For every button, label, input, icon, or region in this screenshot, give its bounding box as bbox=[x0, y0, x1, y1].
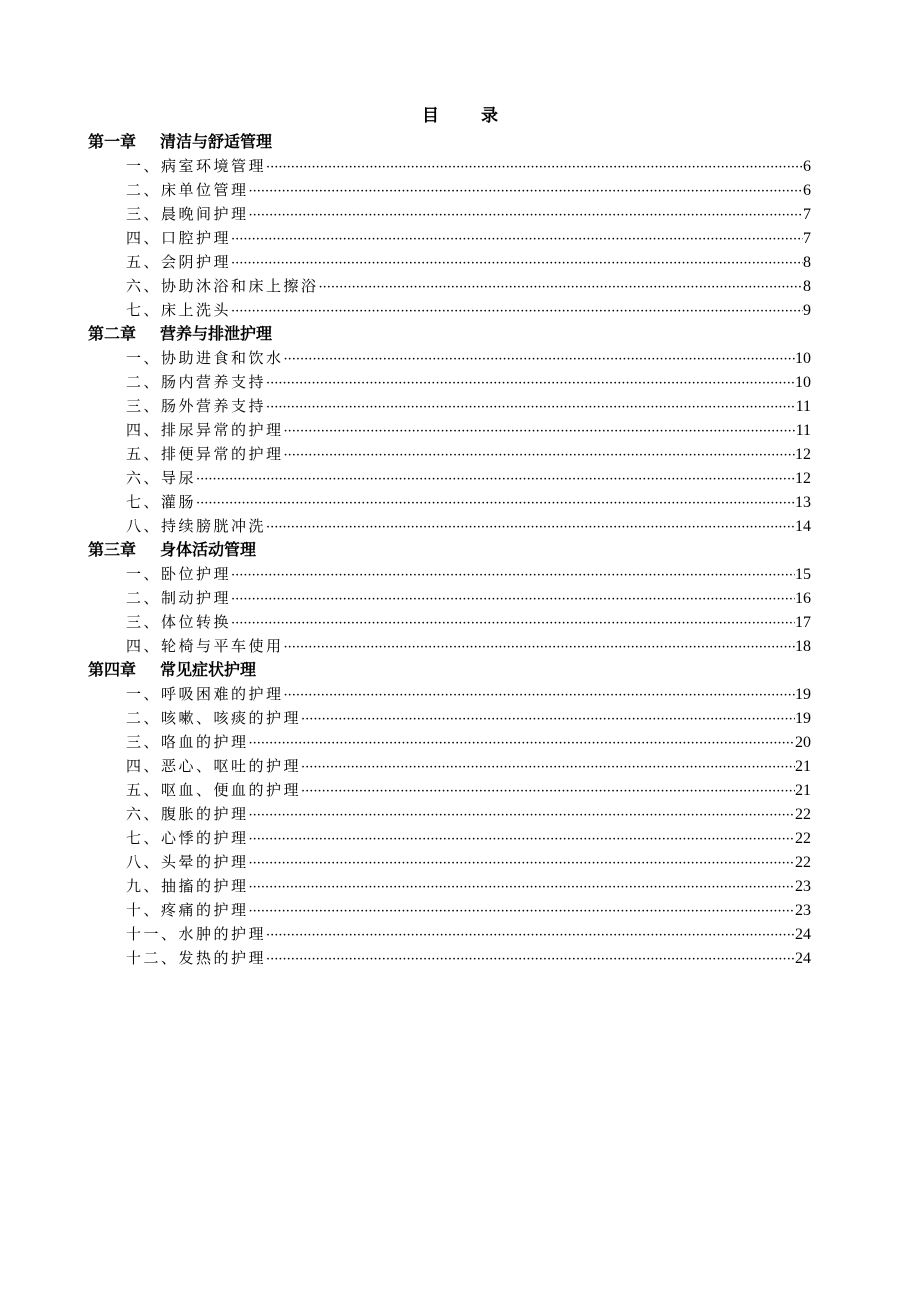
dot-leader bbox=[266, 396, 796, 420]
toc-entry-page-number: 21 bbox=[795, 782, 811, 799]
toc-entry-page-number: 18 bbox=[795, 638, 811, 655]
toc-entry-label: 四、口腔护理 bbox=[126, 229, 232, 247]
toc-entry[interactable] bbox=[88, 250, 811, 274]
toc-entry[interactable] bbox=[88, 562, 811, 586]
toc-entry[interactable] bbox=[88, 706, 811, 730]
chapter-heading[interactable] bbox=[88, 322, 811, 346]
toc-entry[interactable] bbox=[88, 274, 811, 298]
toc-entry-page-number: 7 bbox=[803, 230, 811, 247]
chapter-title: 营养与排泄护理 bbox=[160, 324, 273, 343]
toc-entry-page-number: 10 bbox=[795, 350, 811, 367]
toc-entry[interactable] bbox=[88, 778, 811, 802]
dot-leader bbox=[196, 468, 795, 492]
dot-leader bbox=[319, 276, 803, 300]
dot-leader bbox=[231, 588, 795, 612]
toc-entry-page-number: 13 bbox=[795, 494, 811, 511]
toc-entry-page-number: 19 bbox=[795, 710, 811, 727]
toc-entry-label: 四、排尿异常的护理 bbox=[126, 421, 284, 439]
dot-leader bbox=[249, 852, 795, 876]
chapter-number: 第一章 bbox=[88, 132, 137, 151]
chapter-title: 常见症状护理 bbox=[160, 660, 257, 679]
toc-entry-label: 二、肠内营养支持 bbox=[126, 373, 267, 391]
toc-entry-page-number: 24 bbox=[795, 950, 811, 967]
toc-entry-label: 一、呼吸困难的护理 bbox=[126, 685, 284, 703]
toc-entry[interactable] bbox=[88, 874, 811, 898]
dot-leader bbox=[249, 204, 803, 228]
toc-entry[interactable] bbox=[88, 634, 811, 658]
toc-entry[interactable] bbox=[88, 850, 811, 874]
toc-entry-label: 九、抽搐的护理 bbox=[126, 877, 249, 895]
dot-leader bbox=[301, 756, 795, 780]
toc-entry[interactable] bbox=[88, 802, 811, 826]
toc-entry-page-number: 11 bbox=[795, 398, 811, 415]
toc-entry[interactable] bbox=[88, 178, 811, 202]
dot-leader bbox=[284, 684, 795, 708]
dot-leader bbox=[231, 300, 803, 324]
toc-entry-page-number: 17 bbox=[795, 614, 811, 631]
toc-entry-page-number: 10 bbox=[795, 374, 811, 391]
toc-entry-label: 一、协助进食和饮水 bbox=[126, 349, 284, 367]
toc-entry-label: 三、肠外营养支持 bbox=[126, 397, 267, 415]
toc-entry-page-number: 22 bbox=[795, 854, 811, 871]
toc-entry-label: 十、疼痛的护理 bbox=[126, 901, 249, 919]
toc-entry-page-number: 23 bbox=[795, 902, 811, 919]
toc-entry[interactable] bbox=[88, 898, 811, 922]
toc-entry-label: 十一、水肿的护理 bbox=[126, 925, 267, 943]
dot-leader bbox=[284, 420, 796, 444]
toc-entry-label: 八、头晕的护理 bbox=[126, 853, 249, 871]
toc-entry[interactable] bbox=[88, 370, 811, 394]
toc-entry[interactable] bbox=[88, 418, 811, 442]
toc-entry[interactable] bbox=[88, 442, 811, 466]
toc-entry-page-number: 20 bbox=[795, 734, 811, 751]
toc-entry-page-number: 15 bbox=[795, 566, 811, 583]
chapter-heading[interactable] bbox=[88, 658, 811, 682]
chapter-number: 第三章 bbox=[88, 540, 137, 559]
toc-entry-page-number: 6 bbox=[803, 182, 811, 199]
dot-leader bbox=[249, 876, 795, 900]
chapter-title: 清洁与舒适管理 bbox=[160, 132, 273, 151]
toc-entry-page-number: 19 bbox=[795, 686, 811, 703]
toc-entry-page-number: 6 bbox=[803, 158, 811, 175]
toc-entry-page-number: 8 bbox=[803, 278, 811, 295]
toc-entry-page-number: 21 bbox=[795, 758, 811, 775]
dot-leader bbox=[249, 180, 803, 204]
toc-entry-page-number: 23 bbox=[795, 878, 811, 895]
dot-leader bbox=[266, 372, 795, 396]
dot-leader bbox=[249, 900, 795, 924]
dot-leader bbox=[249, 732, 795, 756]
toc-entry[interactable] bbox=[88, 826, 811, 850]
toc-entry-label: 五、排便异常的护理 bbox=[126, 445, 284, 463]
dot-leader bbox=[249, 804, 795, 828]
toc-entry-page-number: 24 bbox=[795, 926, 811, 943]
chapter-title: 身体活动管理 bbox=[160, 540, 257, 559]
toc-entry-label: 一、卧位护理 bbox=[126, 565, 232, 583]
toc-entry[interactable] bbox=[88, 466, 811, 490]
toc-entry-label: 一、病室环境管理 bbox=[126, 157, 267, 175]
dot-leader bbox=[231, 228, 803, 252]
toc-entry-page-number: 22 bbox=[795, 830, 811, 847]
chapter-number: 第四章 bbox=[88, 660, 137, 679]
dot-leader bbox=[231, 612, 795, 636]
toc-entry[interactable] bbox=[88, 682, 811, 706]
toc-entry-page-number: 16 bbox=[795, 590, 811, 607]
toc-entry-label: 五、会阴护理 bbox=[126, 253, 232, 271]
chapter-heading[interactable] bbox=[88, 538, 811, 562]
toc-entry-label: 三、咯血的护理 bbox=[126, 733, 249, 751]
toc-entry[interactable] bbox=[88, 586, 811, 610]
dot-leader bbox=[266, 948, 795, 972]
toc-entry[interactable] bbox=[88, 754, 811, 778]
toc-entry-label: 十二、发热的护理 bbox=[126, 949, 267, 967]
dot-leader bbox=[284, 444, 795, 468]
toc-entry-label: 七、心悸的护理 bbox=[126, 829, 249, 847]
toc-entry-label: 六、腹胀的护理 bbox=[126, 805, 249, 823]
toc-entry[interactable] bbox=[88, 226, 811, 250]
dot-leader bbox=[231, 252, 803, 276]
toc-entry[interactable] bbox=[88, 946, 811, 970]
dot-leader bbox=[231, 564, 795, 588]
toc-entry-label: 四、轮椅与平车使用 bbox=[126, 637, 284, 655]
toc-entry-page-number: 22 bbox=[795, 806, 811, 823]
toc-entry-label: 八、持续膀胱冲洗 bbox=[126, 517, 267, 535]
toc-entry-page-number: 11 bbox=[795, 422, 811, 439]
toc-title: 目 录 bbox=[422, 106, 516, 126]
table-of-contents bbox=[88, 130, 811, 970]
toc-entry-label: 七、床上洗头 bbox=[126, 301, 232, 319]
toc-entry[interactable] bbox=[88, 514, 811, 538]
toc-entry-label: 三、晨晚间护理 bbox=[126, 205, 249, 223]
toc-entry[interactable] bbox=[88, 346, 811, 370]
toc-entry-label: 二、床单位管理 bbox=[126, 181, 249, 199]
toc-entry-page-number: 9 bbox=[803, 302, 811, 319]
toc-entry[interactable] bbox=[88, 298, 811, 322]
toc-entry-page-number: 12 bbox=[795, 446, 811, 463]
dot-leader bbox=[301, 780, 795, 804]
toc-entry-page-number: 14 bbox=[795, 518, 811, 535]
toc-entry-page-number: 8 bbox=[803, 254, 811, 271]
dot-leader bbox=[301, 708, 795, 732]
toc-entry[interactable] bbox=[88, 922, 811, 946]
toc-entry-label: 七、灌肠 bbox=[126, 493, 197, 511]
dot-leader bbox=[284, 348, 795, 372]
toc-entry-label: 六、导尿 bbox=[126, 469, 197, 487]
dot-leader bbox=[266, 516, 795, 540]
toc-entry-label: 六、协助沐浴和床上擦浴 bbox=[126, 277, 319, 295]
dot-leader bbox=[284, 636, 795, 660]
toc-entry[interactable] bbox=[88, 202, 811, 226]
toc-entry[interactable] bbox=[88, 490, 811, 514]
toc-entry-label: 四、恶心、呕吐的护理 bbox=[126, 757, 302, 775]
chapter-heading[interactable] bbox=[88, 130, 811, 154]
toc-entry[interactable] bbox=[88, 154, 811, 178]
toc-entry-label: 二、咳嗽、咳痰的护理 bbox=[126, 709, 302, 727]
toc-entry[interactable] bbox=[88, 730, 811, 754]
dot-leader bbox=[266, 156, 803, 180]
dot-leader bbox=[266, 924, 795, 948]
toc-entry-page-number: 7 bbox=[803, 206, 811, 223]
dot-leader bbox=[249, 828, 795, 852]
toc-entry-label: 二、制动护理 bbox=[126, 589, 232, 607]
toc-entry-label: 三、体位转换 bbox=[126, 613, 232, 631]
toc-entry-page-number: 12 bbox=[795, 470, 811, 487]
dot-leader bbox=[196, 492, 795, 516]
chapter-number: 第二章 bbox=[88, 324, 137, 343]
toc-entry[interactable] bbox=[88, 394, 811, 418]
toc-entry-label: 五、呕血、便血的护理 bbox=[126, 781, 302, 799]
toc-entry[interactable] bbox=[88, 610, 811, 634]
